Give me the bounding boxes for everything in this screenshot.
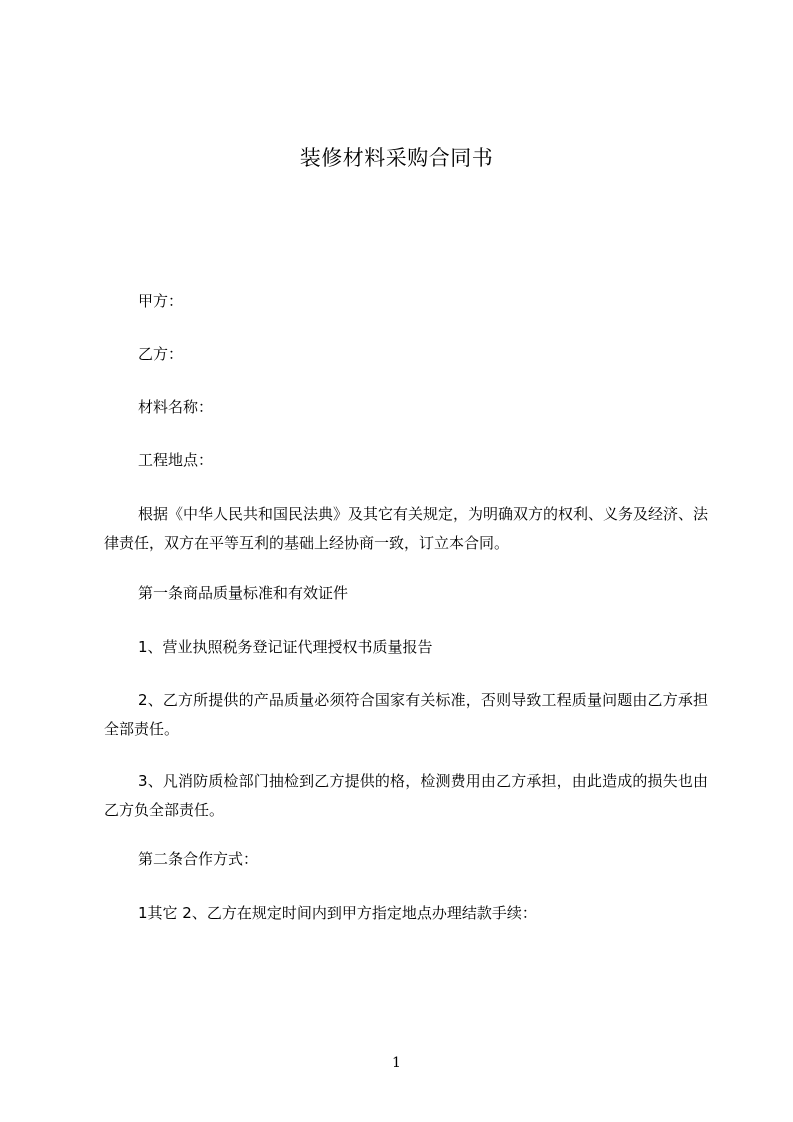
article-1-item-2: 2、乙方所提供的产品质量必须符合国家有关标准，否则导致工程质量问题由乙方承担全部责任。 bbox=[104, 691, 708, 738]
article-1-item-1: 1、营业执照税务登记证代理授权书质量报告 bbox=[138, 638, 433, 656]
material-name-label: 材料名称： bbox=[138, 398, 214, 416]
document-title: 装修材料采购合同书 bbox=[299, 146, 494, 170]
intro-paragraph: 根据《中华人民共和国民法典》及其它有关规定，为明确双方的权利、义务及经济、法律责任，双方在平等互利的基础上经协商一致，订立本合同。 bbox=[104, 505, 709, 552]
article-1-heading: 第一条商品质量标准和有效证件 bbox=[138, 584, 349, 602]
page-number: 1 bbox=[392, 1055, 401, 1071]
article-1-item-3: 3、凡消防质检部门抽检到乙方提供的格，检测费用由乙方承担，由此造成的损失也由乙方负全部责任。 bbox=[104, 772, 708, 819]
project-location-label: 工程地点： bbox=[138, 451, 214, 469]
article-2-item-1: 1其它 2、乙方在规定时间内到甲方指定地点办理结款手续： bbox=[138, 904, 537, 922]
article-2-heading: 第二条合作方式： bbox=[138, 850, 259, 868]
party-a-label: 甲方： bbox=[138, 292, 184, 310]
party-b-label: 乙方： bbox=[138, 345, 184, 363]
